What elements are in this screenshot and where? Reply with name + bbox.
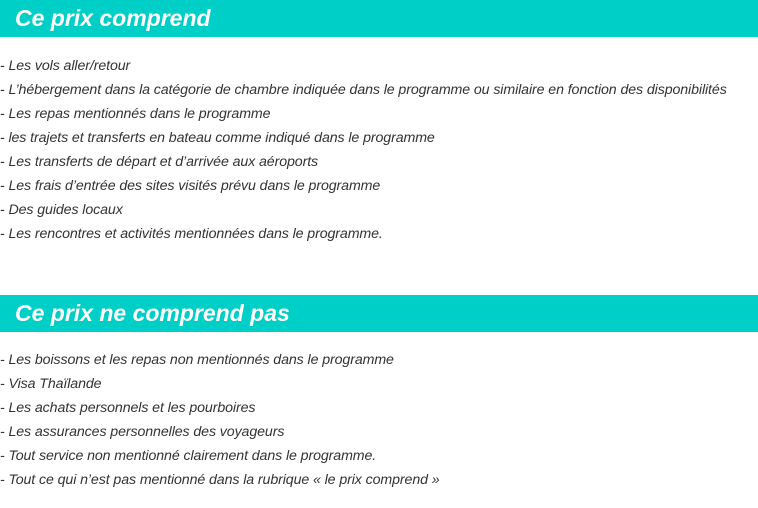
list-item: - Tout ce qui n’est pas mentionné dans la rubrique « le prix comprend » bbox=[0, 472, 440, 488]
list-item: - Les vols aller/retour bbox=[0, 58, 131, 74]
list-item: - Visa Thaïlande bbox=[0, 376, 102, 392]
price-excludes-section bbox=[0, 295, 758, 488]
list-item: - Tout service non mentionné clairement dans le programme. bbox=[0, 448, 377, 464]
price-includes-section bbox=[0, 0, 758, 242]
list-item: - Les assurances personnelles des voyageurs bbox=[0, 424, 285, 440]
price-includes-list bbox=[0, 54, 727, 246]
list-item: - Les repas mentionnés dans le programme bbox=[0, 106, 271, 122]
list-item: - Les frais d’entrée des sites visités prévu dans le programme bbox=[0, 178, 381, 194]
list-item: - Des guides locaux bbox=[0, 202, 123, 218]
price-includes-heading: Ce prix comprend bbox=[0, 0, 758, 37]
list-item: - Les achats personnels et les pourboires bbox=[0, 400, 256, 416]
list-item: - les trajets et transferts en bateau comme indiqué dans le programme bbox=[0, 130, 435, 146]
price-excludes-heading: Ce prix ne comprend pas bbox=[0, 295, 758, 332]
list-item: - Les transferts de départ et d’arrivée aux aéroports bbox=[0, 154, 319, 170]
list-item: - Les rencontres et activités mentionnées dans le programme. bbox=[0, 226, 383, 242]
price-excludes-list bbox=[0, 348, 440, 492]
list-item: - L’hébergement dans la catégorie de chambre indiquée dans le programme ou similaire en fonction des disponibilités bbox=[0, 82, 727, 98]
list-item: - Les boissons et les repas non mentionnés dans le programme bbox=[0, 352, 394, 368]
